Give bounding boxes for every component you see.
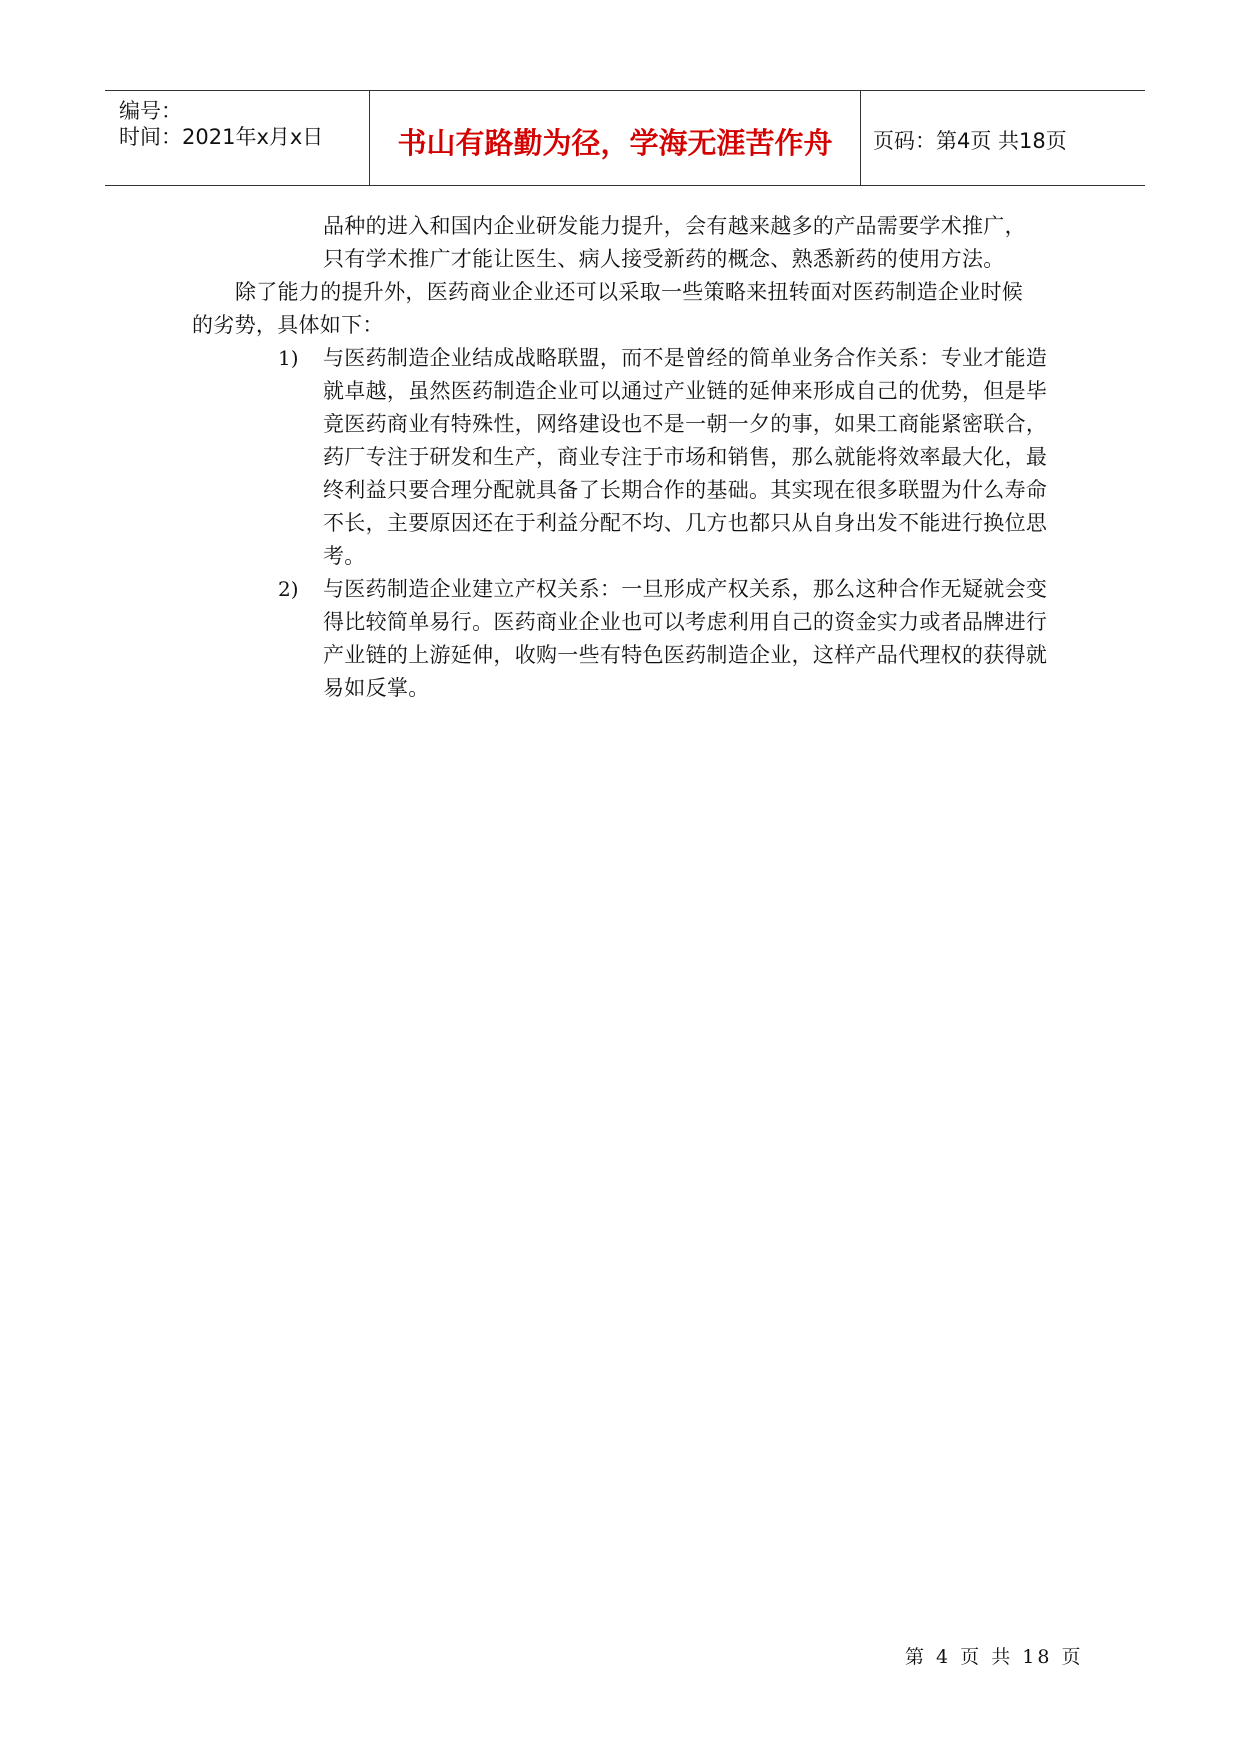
- list-item-number: 2): [278, 577, 299, 601]
- document-number-label: 编号：: [119, 99, 182, 123]
- paragraph-line: 除了能力的提升外，医药商业企业还可以采取一些策略来扭转面对医药制造企业时候: [235, 280, 1024, 304]
- header-motto-cell: [369, 91, 861, 185]
- header-page-cell: [861, 91, 1145, 185]
- list-item-line: 考。: [323, 544, 366, 568]
- header-meta-cell: [105, 91, 369, 185]
- list-item-line: 得比较简单易行。医药商业企业也可以考虑利用自己的资金实力或者品牌进行: [323, 610, 1048, 634]
- page-header: [105, 90, 1145, 186]
- list-item-line: 药厂专注于研发和生产，商业专注于市场和销售，那么就能将效率最大化，最: [323, 445, 1048, 469]
- intro-line: 品种的进入和国内企业研发能力提升，会有越来越多的产品需要学术推广，: [323, 214, 1026, 238]
- list-item-number: 1): [278, 346, 299, 370]
- list-item-line: 不长，主要原因还在于利益分配不均、几方也都只从自身出发不能进行换位思: [323, 511, 1048, 535]
- list-item-line: 竟医药商业有特殊性，网络建设也不是一朝一夕的事，如果工商能紧密联合，: [323, 412, 1048, 436]
- document-time-label: 时间：2021年x月x日: [119, 125, 324, 149]
- list-item-line: 易如反掌。: [323, 676, 430, 700]
- page-footer: 第 4 页 共 18 页: [905, 1646, 1084, 1668]
- intro-line: 只有学术推广才能让医生、病人接受新药的概念、熟悉新药的使用方法。: [323, 247, 1005, 271]
- list-item-line: 就卓越，虽然医药制造企业可以通过产业链的延伸来形成自己的优势，但是毕: [323, 379, 1048, 403]
- list-item-line: 与医药制造企业建立产权关系：一旦形成产权关系，那么这种合作无疑就会变: [323, 577, 1048, 601]
- list-item-line: 终利益只要合理分配就具备了长期合作的基础。其实现在很多联盟为什么寿命: [323, 478, 1048, 502]
- list-item-line: 产业链的上游延伸，收购一些有特色医药制造企业，这样产品代理权的获得就: [323, 643, 1048, 667]
- header-page-code: 页码：第4页 共18页: [873, 129, 1067, 153]
- list-item-line: 与医药制造企业结成战略联盟，而不是曾经的简单业务合作关系：专业才能造: [323, 346, 1048, 370]
- paragraph-line: 的劣势，具体如下：: [192, 313, 384, 337]
- header-motto: 书山有路勤为径，学海无涯苦作舟: [397, 126, 833, 160]
